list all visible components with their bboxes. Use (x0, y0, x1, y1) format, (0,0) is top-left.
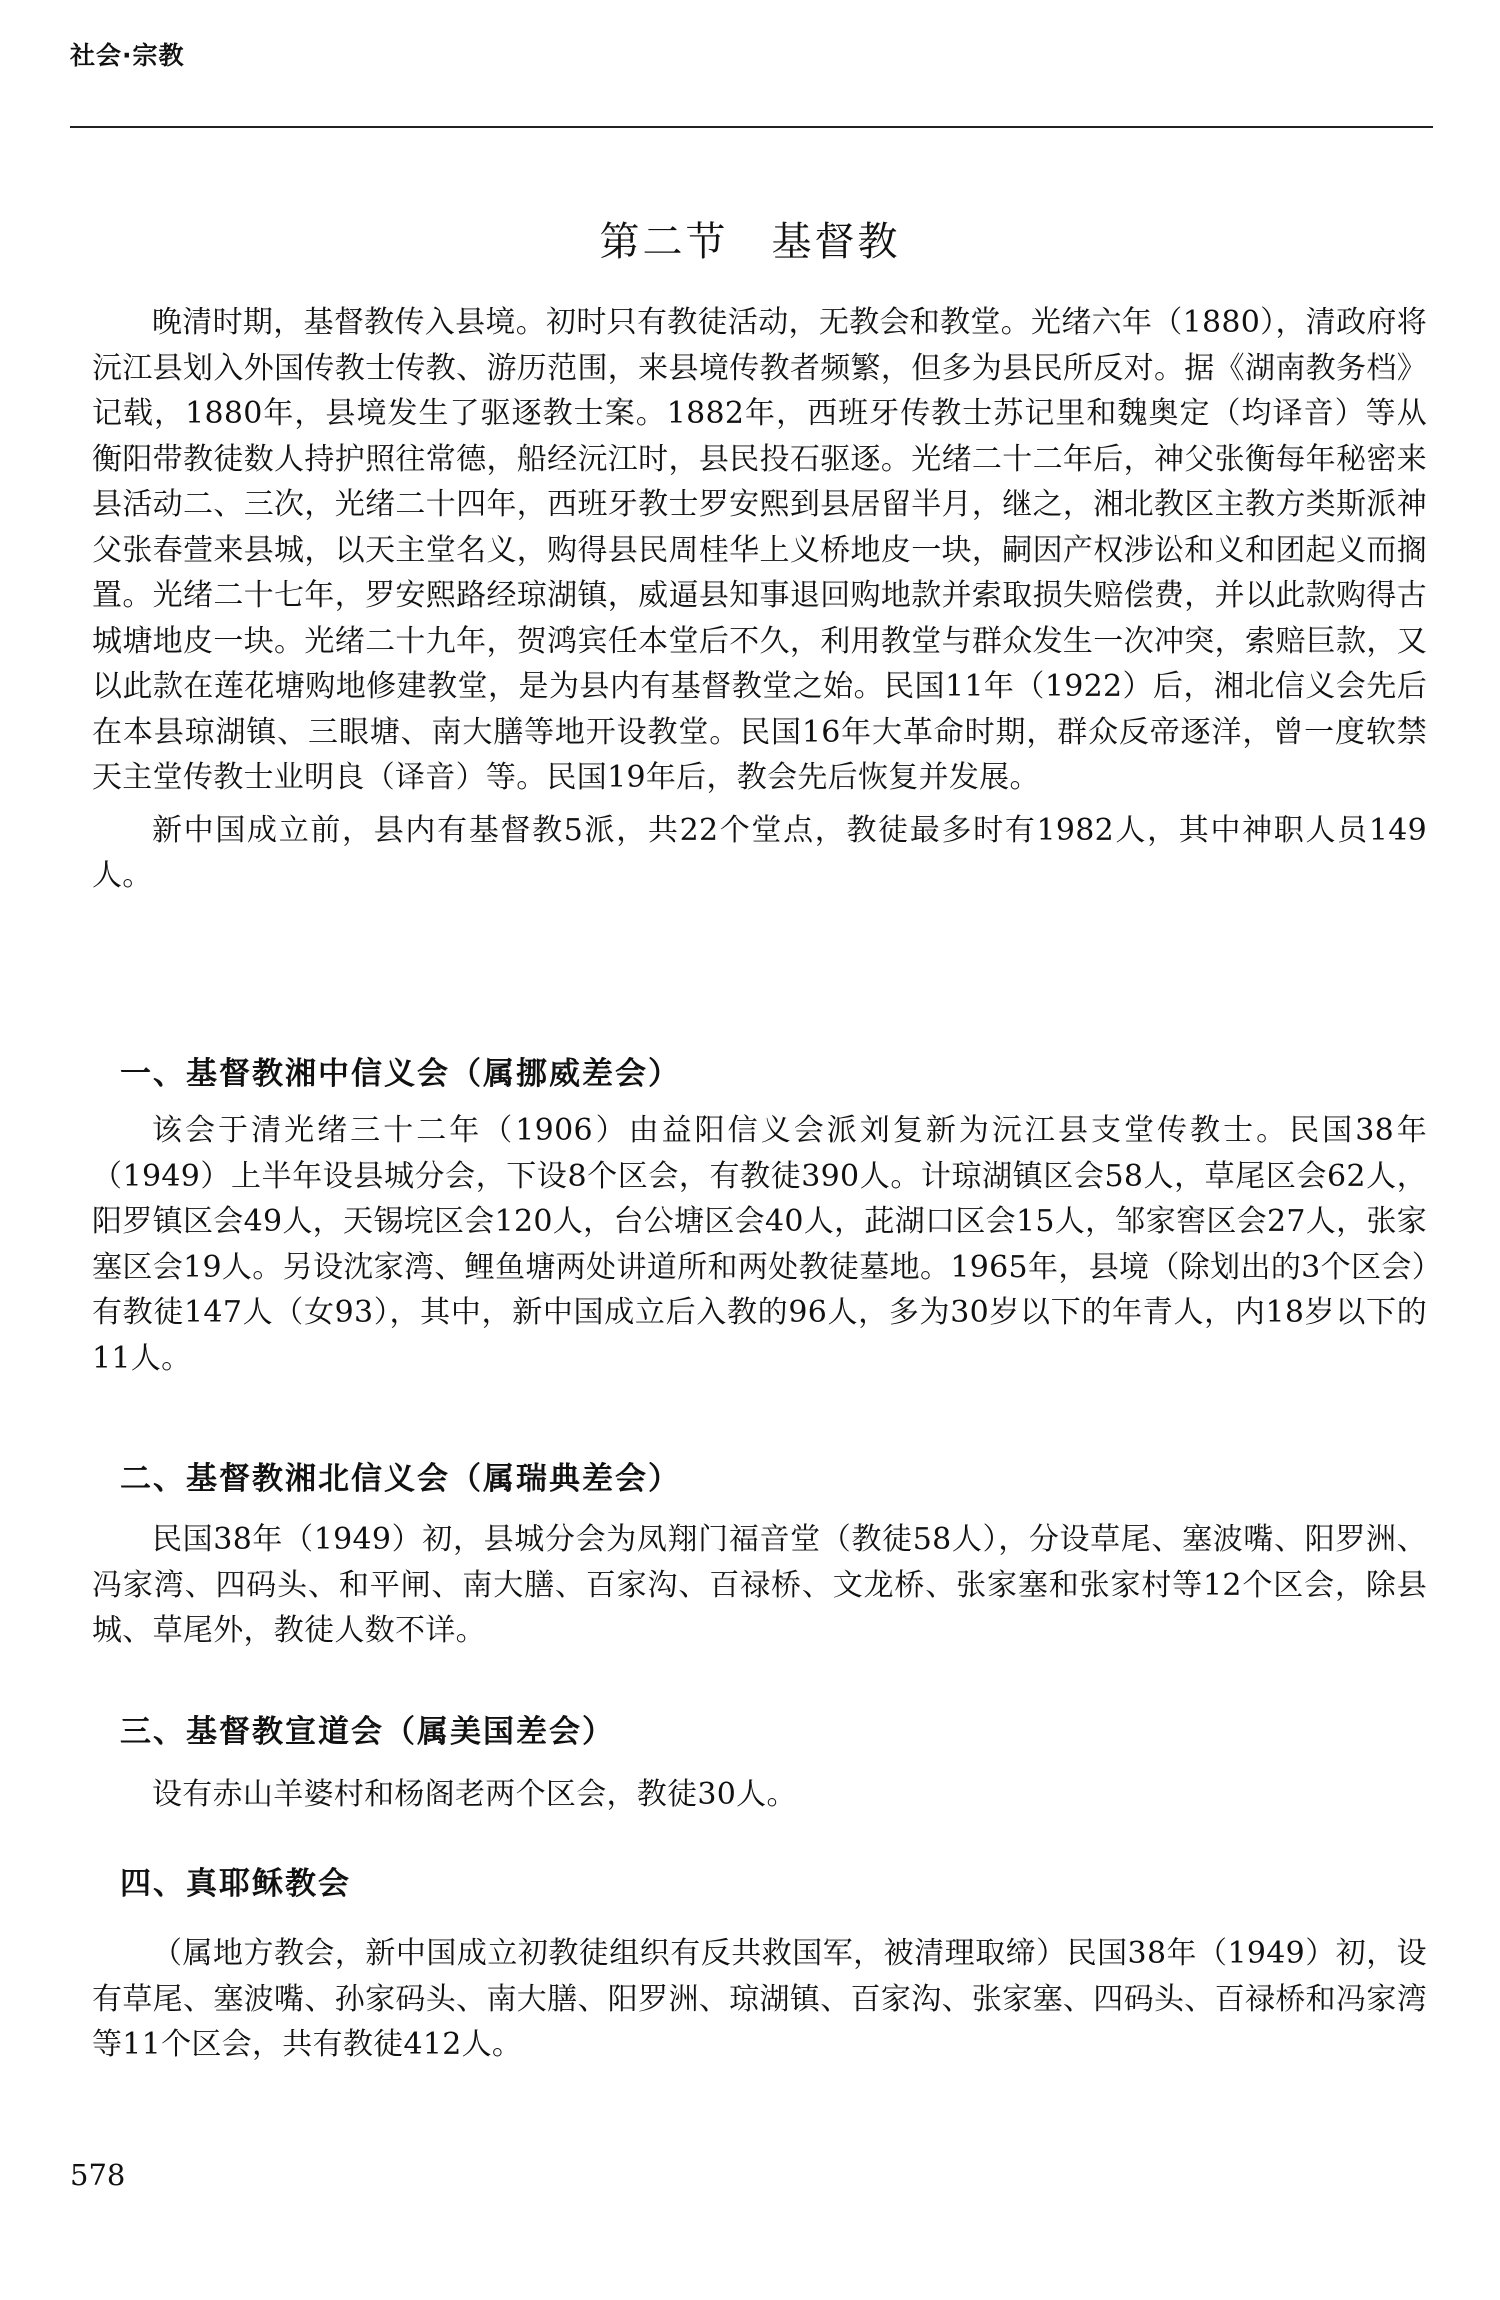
subsection-body-4 (92, 1931, 1427, 2068)
subsection-1-paragraph: 该会于清光绪三十二年（1906）由益阳信义会派刘复新为沅江县支堂传教士。民国38年（1949）上半年设县城分会，下设8个区会，有教徒390人。计琼湖镇区会58人，草尾区会62人，阳罗镇区会49人，天锡垸区会120人，台公塘区会40人，茈湖口区会15人，邹家窖区会27人，张家塞区会19人。另设沈家湾、鲤鱼塘两处讲道所和两处教徒墓地。1965年，县境（除划出的3个区会）有教徒147人（女93），其中，新中国成立后入教的96人，多为30岁以下的年青人，内18岁以下的11人。 (92, 1113, 1427, 1376)
intro-paragraph-2: 新中国成立前，县内有基督教5派，共22个堂点，教徒最多时有1982人，其中神职人员149人。 (92, 812, 1427, 893)
subsection-body-1 (92, 1108, 1427, 1381)
subsection-4-paragraph: （属地方教会，新中国成立初教徒组织有反共救国军，被清理取缔）民国38年（1949）初，设有草尾、塞波嘴、孙家码头、南大膳、阳罗洲、琼湖镇、百家沟、张家塞、四码头、百禄桥和冯家湾等11个区会，共有教徒412人。 (92, 1936, 1427, 2062)
section-title: 第二节 基督教 (599, 219, 901, 265)
subsection-heading-4: 四、真耶稣教会 (120, 1866, 351, 1902)
subsection-heading-2: 二、基督教湘北信义会（属瑞典差会） (120, 1461, 681, 1497)
subsection-heading-3: 三、基督教宣道会（属美国差会） (120, 1714, 615, 1750)
subsection-body-2 (92, 1517, 1427, 1654)
header-rule (70, 126, 1433, 128)
subsection-body-3 (92, 1772, 1427, 1818)
subsection-2-paragraph: 民国38年（1949）初，县城分会为凤翔门福音堂（教徒58人），分设草尾、塞波嘴、阳罗洲、冯家湾、四码头、和平闸、南大膳、百家沟、百禄桥、文龙桥、张家塞和张家村等12个区会，除县城、草尾外，教徒人数不详。 (92, 1522, 1427, 1648)
intro-block (92, 300, 1427, 899)
running-head: 社会·宗教 (70, 41, 185, 70)
intro-paragraph-1: 晚清时期，基督教传入县境。初时只有教徒活动，无教会和教堂。光绪六年（1880），清政府将沅江县划入外国传教士传教、游历范围，来县境传教者频繁，但多为县民所反对。据《湖南教务档》记载，1880年，县境发生了驱逐教士案。1882年，西班牙传教士苏记里和魏奥定（均译音）等从衡阳带教徒数人持护照往常德，船经沅江时，县民投石驱逐。光绪二十二年后，神父张衡每年秘密来县活动二、三次，光绪二十四年，西班牙教士罗安熙到县居留半月，继之，湘北教区主教方类斯派神父张春萱来县城，以天主堂名义，购得县民周桂华上义桥地皮一块，嗣因产权涉讼和义和团起义而搁置。光绪二十七年，罗安熙路经琼湖镇，威逼县知事退回购地款并索取损失赔偿费，并以此款购得古城塘地皮一块。光绪二十九年，贺鸿宾任本堂后不久，利用教堂与群众发生一次冲突，索赔巨款，又以此款在莲花塘购地修建教堂，是为县内有基督教堂之始。民国11年（1922）后，湘北信义会先后在本县琼湖镇、三眼塘、南大膳等地开设教堂。民国16年大革命时期，群众反帝逐洋，曾一度软禁天主堂传教士业明良（译音）等。民国19年后，教会先后恢复并发展。 (92, 305, 1427, 795)
subsection-3-paragraph: 设有赤山羊婆村和杨阁老两个区会，教徒30人。 (152, 1777, 797, 1812)
page-number: 578 (70, 2158, 126, 2192)
subsection-heading-1: 一、基督教湘中信义会（属挪威差会） (120, 1056, 681, 1092)
